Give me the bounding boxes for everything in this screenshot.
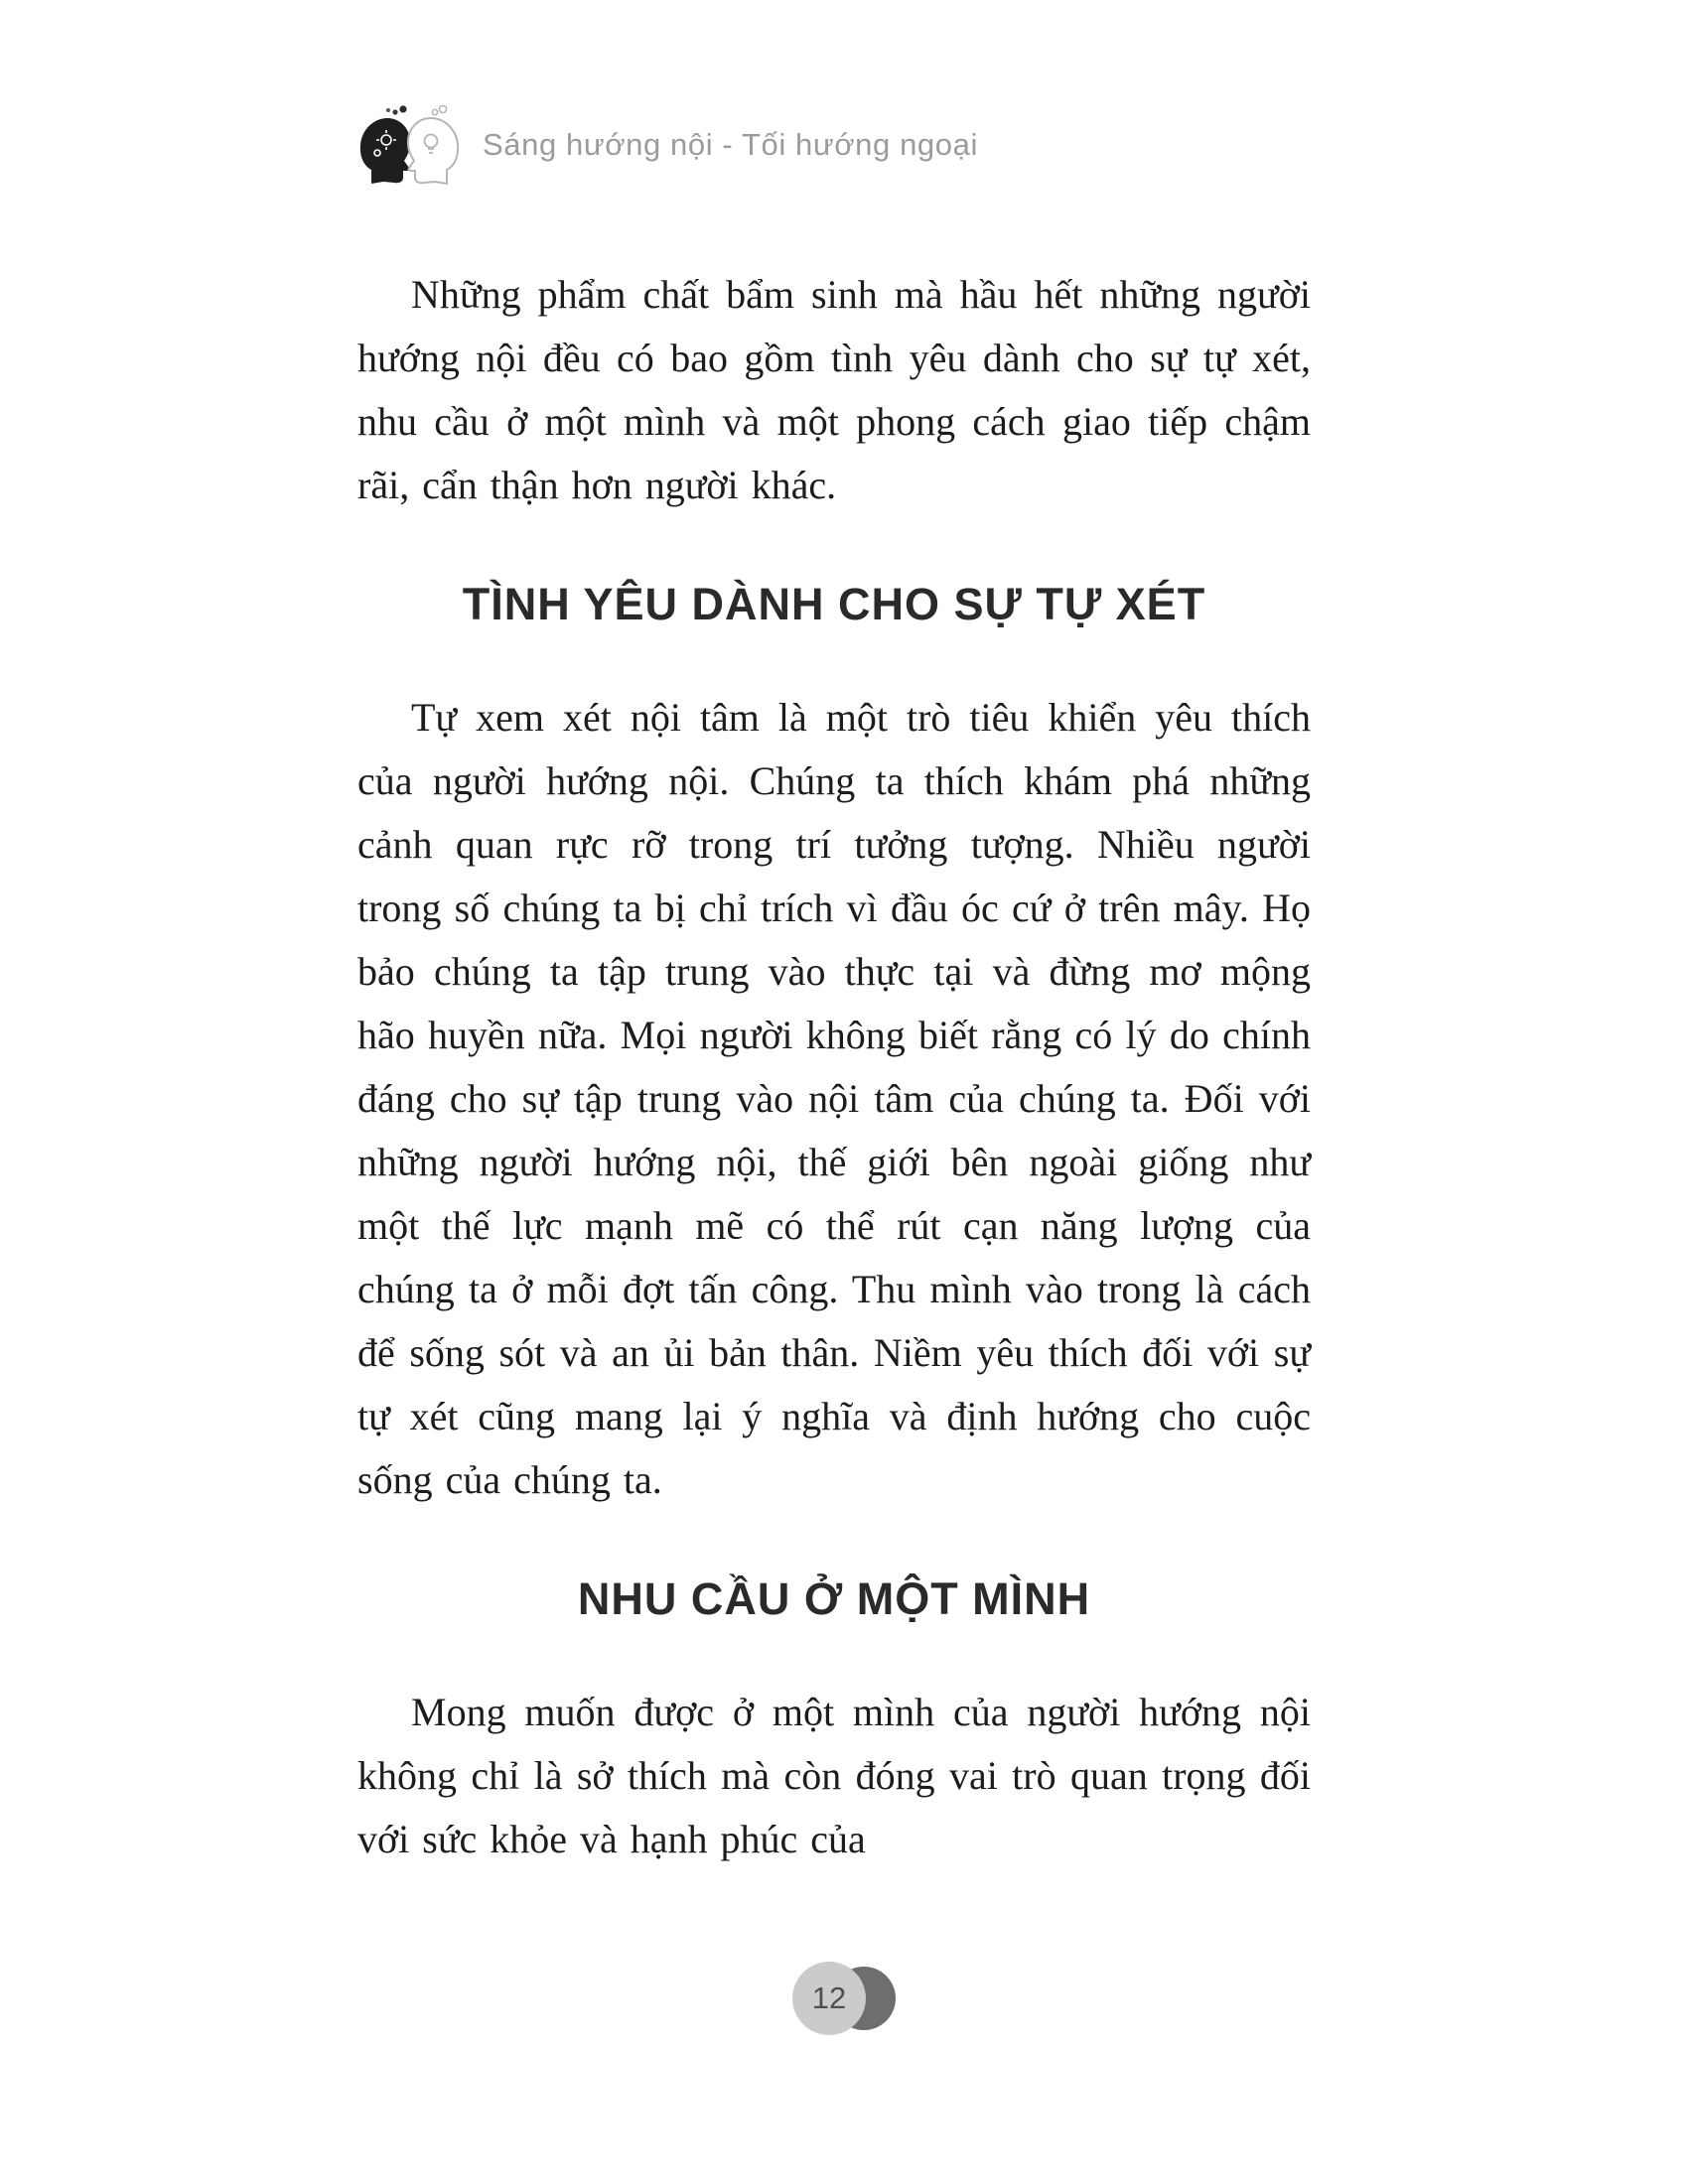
- book-title: Sáng hướng nội - Tối hướng ngoại: [483, 127, 978, 162]
- page-number: 12: [811, 1980, 847, 2015]
- section-paragraph-love-of-introspection: Tự xem xét nội tâm là một trò tiêu khiển yêu thích của người hướng nội. Chúng ta thích khám phá những cảnh quan rực rỡ trong trí tưởng tượng. Nhiều người trong số chúng ta bị chỉ trích vì đầu óc cứ ở trên mây. Họ bảo chúng ta tập trung vào thực tại và đừng mơ mộng hão huyền nữa. Mọi người không biết rằng có lý do chính đáng cho sự tập trung vào nội tâm của chúng ta. Đối với những người hướng nội, thế giới bên ngoài giống như một thế lực mạnh mẽ có thể rút cạn năng lượng của chúng ta ở mỗi đợt tấn công. Thu mình vào trong là cách để sống sót và an ủi bản thân. Niềm yêu thích đối với sự tự xét cũng mang lại ý nghĩa và định hướng cho cuộc sống của chúng ta.: [357, 695, 1311, 1502]
- intro-paragraph: Những phẩm chất bẩm sinh mà hầu hết những người hướng nội đều có bao gồm tình yêu dành cho sự tự xét, nhu cầu ở một mình và một phong cách giao tiếp chậm rãi, cẩn thận hơn người khác.: [357, 272, 1311, 507]
- page-number-circle: [792, 1962, 866, 2035]
- section-paragraph-need-for-solitude: Mong muốn được ở một mình của người hướng nội không chỉ là sở thích mà còn đóng vai trò quan trọng đối với sức khỏe và hạnh phúc của: [357, 1690, 1311, 1861]
- introvert-extrovert-heads-icon: [357, 104, 461, 186]
- page-number-badge: [792, 1962, 896, 2035]
- section-heading-love-of-introspection: TÌNH YÊU DÀNH CHO SỰ TỰ XÉT: [462, 579, 1206, 629]
- section-heading-need-for-solitude: NHU CẦU Ở MỘT MÌNH: [577, 1573, 1091, 1624]
- running-header: [357, 104, 1311, 186]
